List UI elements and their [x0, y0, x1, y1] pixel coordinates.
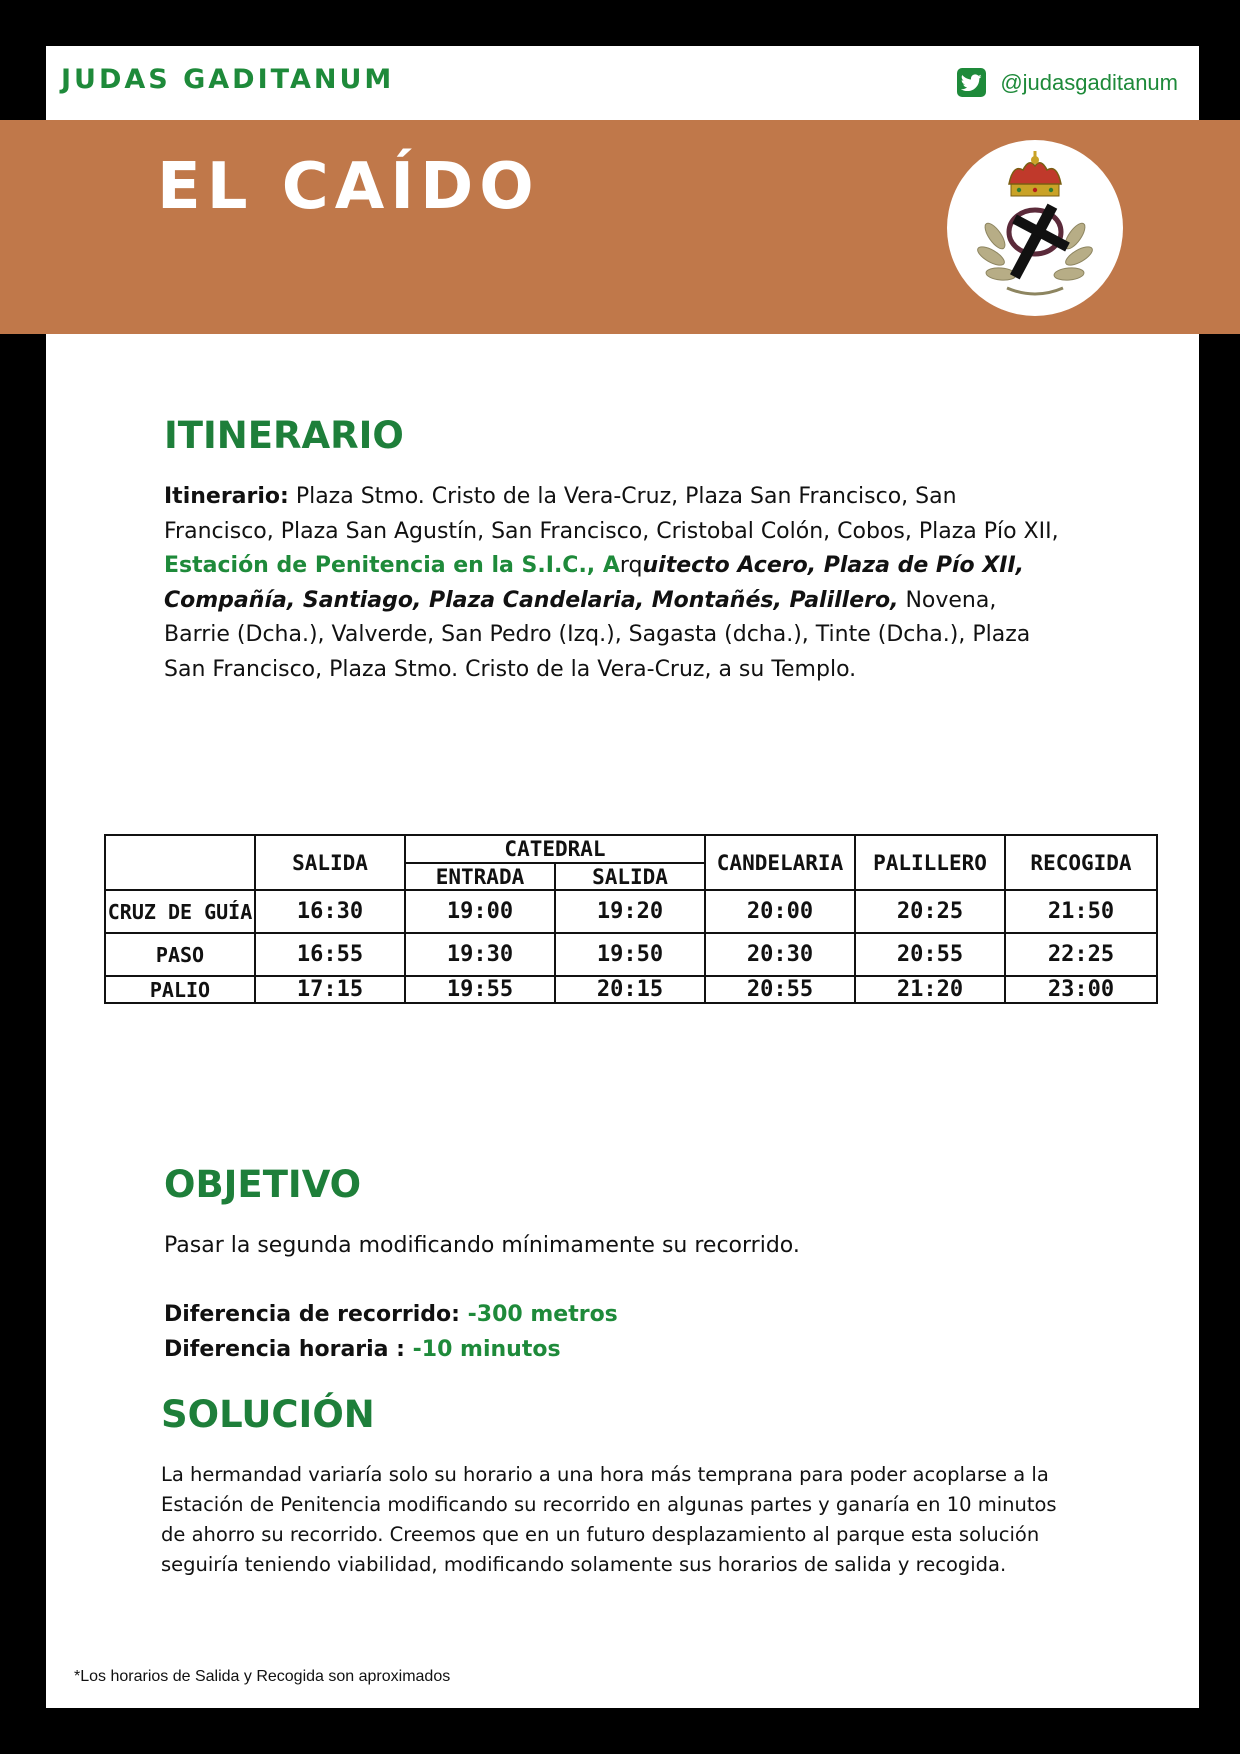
time-cell: 19:20	[555, 890, 705, 933]
itinerario-part2: Novena, Barrie (Dcha.), Valverde, San Pedro (Izq.), Sagasta (dcha.), Tinte (Dcha.), Plaza San Francisco, Plaza Stmo. Cristo de la Vera-Cruz, a su Templo.	[164, 587, 1031, 682]
cofradia-emblem-icon	[947, 140, 1123, 316]
time-cell: 20:55	[705, 976, 855, 1003]
header-catedral: CATEDRAL	[405, 835, 705, 863]
itinerario-bold-italic: uitecto Acero, Plaza de Pío XII, Compañía, Santiago, Plaza Candelaria, Montañés, Palillero,	[164, 553, 1025, 613]
social-link[interactable]	[957, 68, 1178, 97]
diff-recorrido-label: Diferencia de recorrido:	[164, 1302, 468, 1327]
table-header-row	[105, 835, 1157, 863]
brand-name: JUDAS GADITANUM	[61, 64, 395, 95]
time-cell: 17:15	[255, 976, 405, 1003]
itinerario-label: Itinerario:	[164, 484, 289, 509]
time-cell: 20:25	[855, 890, 1005, 933]
title-banner	[0, 120, 1240, 334]
time-cell: 19:55	[405, 976, 555, 1003]
time-cell: 19:30	[405, 933, 555, 976]
itinerario-heading: ITINERARIO	[164, 414, 404, 457]
twitter-icon	[957, 68, 986, 97]
time-cell: 21:20	[855, 976, 1005, 1003]
solucion-heading: SOLUCIÓN	[161, 1393, 375, 1436]
header-catedral-salida: SALIDA	[555, 863, 705, 890]
header-candelaria: CANDELARIA	[705, 835, 855, 890]
itinerario-rq: rq	[619, 553, 643, 578]
schedule-table	[104, 834, 1158, 1004]
page-title: EL CAÍDO	[157, 150, 540, 224]
header-recogida: RECOGIDA	[1005, 835, 1157, 890]
row-label: PASO	[105, 933, 255, 976]
objetivo-text: Pasar la segunda modificando mínimamente su recorrido.	[164, 1233, 800, 1258]
itinerario-text	[164, 480, 1064, 687]
time-cell: 21:50	[1005, 890, 1157, 933]
time-cell: 20:30	[705, 933, 855, 976]
time-cell: 20:55	[855, 933, 1005, 976]
footnote: *Los horarios de Salida y Recogida son aproximados	[74, 1668, 451, 1685]
time-cell: 19:50	[555, 933, 705, 976]
itinerario-part1: Plaza Stmo. Cristo de la Vera-Cruz, Plaza San Francisco, San Francisco, Plaza San Agustín, San Francisco, Cristobal Colón, Cobos, Plaza Pío XII,	[164, 484, 1059, 544]
table-row	[105, 890, 1157, 933]
diferencias	[164, 1298, 1064, 1367]
row-label: CRUZ DE GUÍA	[105, 890, 255, 933]
time-cell: 20:15	[555, 976, 705, 1003]
table-row	[105, 976, 1157, 1003]
objetivo-heading: OBJETIVO	[164, 1163, 362, 1206]
itinerario-green: Estación de Penitencia en la S.I.C., A	[164, 553, 620, 578]
row-label: PALIO	[105, 976, 255, 1003]
diff-recorrido	[164, 1298, 1064, 1333]
time-cell: 23:00	[1005, 976, 1157, 1003]
table-row	[105, 933, 1157, 976]
header-entrada: ENTRADA	[405, 863, 555, 890]
table-corner	[105, 835, 255, 890]
time-cell: 22:25	[1005, 933, 1157, 976]
header-salida: SALIDA	[255, 835, 405, 890]
time-cell: 16:30	[255, 890, 405, 933]
diff-recorrido-value: -300 metros	[467, 1302, 618, 1327]
twitter-handle: @judasgaditanum	[1000, 69, 1178, 95]
header-palillero: PALILLERO	[855, 835, 1005, 890]
diff-horaria-label: Diferencia horaria :	[164, 1336, 413, 1362]
time-cell: 16:55	[255, 933, 405, 976]
time-cell: 19:00	[405, 890, 555, 933]
time-cell: 20:00	[705, 890, 855, 933]
diff-horaria	[164, 1333, 1064, 1368]
solucion-text: La hermandad variaría solo su horario a una hora más temprana para poder acoplarse a la Estación de Penitencia modificando su recorrido en algunas partes y ganaría en 10 minutos de ahorro su recorrido. Creemos que en un futuro desplazamiento al parque esta solución seguiría teniendo viabilidad, modificando solamente sus horarios de salida y recogida.	[161, 1463, 1057, 1576]
diff-horaria-value: -10 minutos	[412, 1336, 561, 1362]
